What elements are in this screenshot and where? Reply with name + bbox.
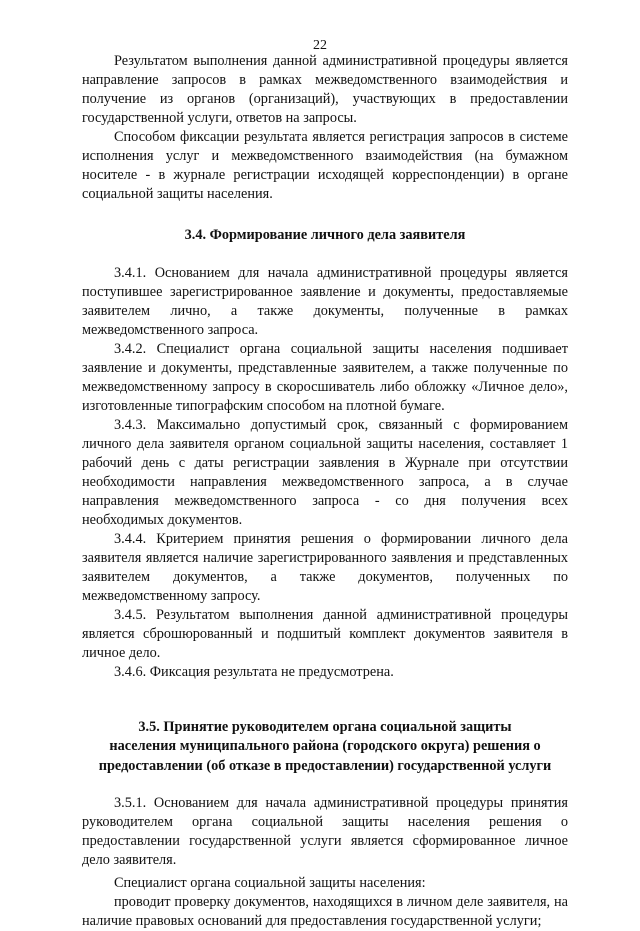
paragraph-result: Результатом выполнения данной административной процедуры является направление запросов в рамках межведомственного взаимодействия и получение из органов (организаций), участвующих в предоставлении государственной услуги, ответов на запросы.: [82, 53, 568, 126]
item-3-4-2: 3.4.2. Специалист органа социальной защиты населения подшивает заявление и документы, представленные заявителем, а также полученные по межведомственному запросу в скоросшиватель либо обложку «Личное дело», изготовленные типографским способом на плотной бумаге.: [82, 340, 568, 414]
item-3-4-3: 3.4.3. Максимально допустимый срок, связанный с формированием личного дела заявителя органом социальной защиты населения, составляет 1 рабочий день с даты регистрации заявления в Журнале при отсутствии необходимости направления межведомственного запроса, а в случае направления межведомственного запроса - со дня получения всех необходимых документов.: [82, 416, 568, 528]
paragraph-check-documents: проводит проверку документов, находящихся в личном деле заявителя, на наличие правовых оснований для предоставления государственной услуги;: [82, 894, 568, 929]
page-content: [82, 52, 568, 931]
item-3-4-1: 3.4.1. Основанием для начала административной процедуры является поступившее зарегистрированное заявление и документы, предоставляемые заявителем лично, а также документы, полученные в рамках межведомственного запроса.: [82, 264, 568, 338]
page-number: 22: [313, 38, 327, 53]
section-3-4-title: 3.4. Формирование личного дела заявителя: [184, 227, 466, 243]
section-3-5-title-line: 3.5. Принятие руководителем органа социальной защиты: [138, 718, 512, 735]
section-3-5-title-line: предоставлении (об отказе в предоставлении) государственной услуги: [98, 757, 552, 774]
paragraph-fixation: Способом фиксации результата является регистрация запросов в системе исполнения услуг и межведомственного взаимодействия (на бумажном носителе - в журнале регистрации исходящей корреспонденции) в органе социальной защиты населения.: [82, 129, 568, 202]
item-3-4-4: 3.4.4. Критерием принятия решения о формировании личного дела заявителя является наличие зарегистрированного заявления и представленных заявителем документов, а также документов, полученных по межведомственному запросу.: [82, 530, 568, 604]
section-3-5-title: [82, 718, 568, 777]
item-3-4-6: 3.4.6. Фиксация результата не предусмотрена.: [114, 663, 394, 680]
paragraph-specialist: Специалист органа социальной защиты населения:: [114, 875, 426, 891]
item-3-5-1: 3.5.1. Основанием для начала административной процедуры принятия руководителем органа социальной защиты населения решения о предоставлении государственной услуги является сформированное личное дело заявителя.: [82, 795, 568, 868]
item-3-4-5: 3.4.5. Результатом выполнения данной административной процедуры является сброшюрованный и подшитый комплект документов заявителя в личное дело.: [82, 606, 568, 661]
section-3-5-title-line: населения муниципального района (городского округа) решения о: [109, 738, 541, 754]
